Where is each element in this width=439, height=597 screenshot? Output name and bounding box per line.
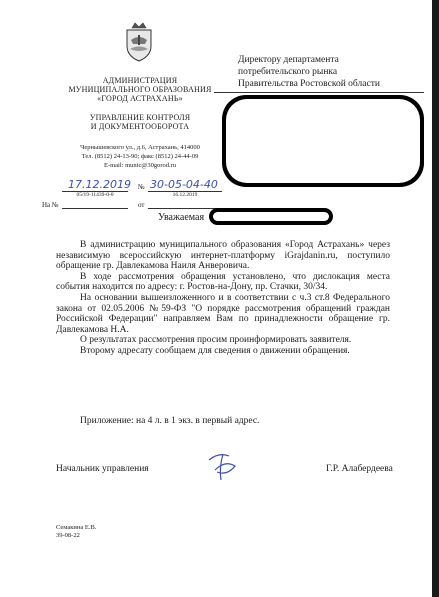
addressee-line1: Директору департамента	[238, 55, 339, 65]
signer-position: Начальник управления	[56, 464, 149, 474]
dept-name-line1: УПРАВЛЕНИЕ КОНТРОЛЯ	[89, 113, 191, 122]
scan-edge	[432, 0, 439, 597]
handwritten-number: 30-05-04-40	[150, 178, 218, 191]
handwritten-signature	[205, 450, 245, 482]
contact-address: Чернышевского ул., д.6, Астрахань, 414000	[80, 144, 200, 151]
org-name-line3: «ГОРОД АСТРАХАНЬ»	[97, 94, 183, 103]
redaction-address-inner	[226, 99, 420, 183]
na-number-line	[62, 208, 128, 209]
paragraph-3: На основании вышеизложенного и в соответствии с ч.3 ст.8 Федерального закона от 02.05.2006 №59-ФЗ "О порядке рассмотрения обращений граждан Российской Федерации" направляем Вам по принадлежности обращение гр. Давлекамова Н.А.	[56, 292, 390, 335]
ot-line	[148, 208, 222, 209]
paragraph-1: В администрацию муниципального образования «Город Астрахань» через независимую всероссийскую интернет-платформу iGrajdanin.ru, поступило обращение гр. Давлекамова Наиля Анверовича.	[56, 240, 390, 272]
paragraph-4: О результатах рассмотрения просим проинформировать заявителя.	[80, 335, 352, 346]
paragraph-2: В ходе рассмотрения обращения установлено, что дислокация места события находится по адресу: г. Ростов-на-Дону, пр. Стачки, 30/34.	[56, 271, 390, 293]
handwritten-date: 17.12.2019	[68, 178, 131, 191]
attachment-text: Приложение: на 4 л. в 1 экз. в первый адрес.	[80, 416, 260, 426]
signer-name: Г.Р. Алабердеева	[326, 464, 393, 474]
attachment-note	[56, 416, 390, 427]
addressee-line3: Правительства Ростовской области	[238, 79, 380, 89]
coat-of-arms-icon	[118, 22, 160, 64]
reg-ref-small: 05/19-11439-0-0	[76, 192, 114, 198]
org-name-line2: МУНИЦИПАЛЬНОГО ОБРАЗОВАНИЯ	[68, 85, 212, 94]
executor-name: Семакина Е.В.	[56, 524, 97, 531]
addressee-underline	[214, 92, 424, 93]
paragraph-5: Второму адресату сообщаем для сведения о движении обращения.	[80, 345, 350, 356]
ot-label: от	[138, 201, 145, 209]
redaction-name-inner	[213, 212, 329, 221]
executor-phone: 39-08-22	[56, 532, 80, 539]
org-name-line1: АДМИНИСТРАЦИЯ	[102, 76, 178, 85]
contact-email: E-mail: munic@30gorod.ru	[103, 162, 177, 169]
letter-body	[56, 240, 390, 357]
reg-date-small: 16.12.2019	[172, 192, 198, 198]
number-sign: №	[138, 183, 145, 191]
na-number-label: На №	[42, 201, 59, 209]
addressee-line2: потребительского рынка	[238, 67, 338, 77]
salutation: Уважаемая	[158, 212, 205, 223]
dept-name-line2: И ДОКУМЕНТООБОРОТА	[90, 122, 190, 131]
contact-phone: Тел. (8512) 24-13-90; факс (8512) 24-44-09	[81, 153, 199, 160]
